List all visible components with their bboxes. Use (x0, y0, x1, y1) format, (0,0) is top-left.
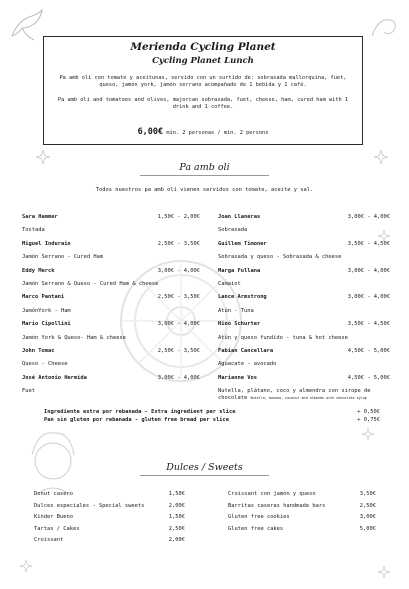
menu-item-name: José Antonio Hermida (22, 374, 87, 381)
menu-item-description-en: Nutella, banana, coconut and almonds with chocolate syrup (250, 396, 367, 401)
section-divider (140, 475, 269, 476)
menu-item-description: Aguacate - avocado (218, 361, 277, 368)
menu-item-description: Camaiot (218, 281, 241, 287)
menu-item-description: Atún y queso fundido - tuna & hot cheese (218, 334, 348, 341)
menu-item-price: 3,00€ - 4,00€ (347, 294, 390, 301)
bird-doodle-icon (8, 6, 48, 46)
menu-item-name: Guillem Timoner (218, 240, 267, 247)
menu-item-price: 4,50€ - 5,00€ (347, 348, 390, 354)
sweet-item-price: 1,50€ (168, 514, 185, 520)
pa-amb-oli-title: Pa amb oli (179, 162, 230, 173)
sweet-item-name: Croissant (34, 537, 64, 543)
pa-amb-oli-intro: Todos nuestros pa amb oli vienen servidos con tomate, aceite y sal. (95, 187, 314, 193)
dulces-title: Dulces / Sweets (166, 462, 243, 473)
menu-item-name: Sara Hammer (22, 214, 58, 220)
menu-item-name: Miguel Indurain (22, 240, 71, 247)
menu-item-price: 3,00€ - 4,00€ (157, 267, 200, 274)
menu-item-price: 3,50€ - 4,50€ (347, 240, 390, 247)
extra-charge-price: + 0,50€ (357, 409, 380, 415)
menu-item-description: Jamón York & Queso- Ham & cheese (22, 334, 126, 341)
sweet-item-name: Croissant con jamón y queso (228, 491, 316, 497)
section-divider (140, 175, 269, 176)
menu-item-name: John Tomac (22, 348, 55, 354)
menu-item-description-cont: chocolate Nutella, banana, coconut and almonds with chocolate syrup (218, 395, 367, 402)
star-doodle-icon (362, 428, 374, 440)
menu-item-price: 2,50€ - 3,50€ (157, 348, 200, 354)
menu-item-price: 2,50€ - 3,50€ (157, 240, 200, 247)
sweet-item-name: Tartas / Cakes (34, 525, 80, 532)
menu-item-price: 3,00€ - 4,00€ (347, 214, 390, 220)
menu-item-description: Queso - Cheese (22, 361, 68, 368)
sweet-item-price: 2,00€ (168, 502, 185, 509)
menu-item-description: Nutella, plátano, coco y almendra con sirope de (218, 388, 371, 395)
offer-price-line (44, 127, 362, 137)
offer-desc-es-1: Pa amb oli con tomate y aceitunas, servido con un surtido de: sobrasada mallorquina, fuet, (59, 75, 347, 81)
menu-item-price: 3,00€ - 4,00€ (157, 374, 200, 381)
extra-charge-price: + 0,75€ (357, 416, 380, 423)
menu-item-name: Joan Llaneras (218, 214, 261, 220)
menu-item-price: 4,50€ - 5,00€ (347, 374, 390, 381)
menu-item-price: 1,50€ - 2,00€ (157, 214, 200, 220)
menu-item-name: Nino Schurter (218, 321, 261, 328)
extra-charge-text: Ingrediente extra por rebanada - Extra ingredient per slice (44, 409, 236, 415)
menu-item-description: Sobrasada y queso - Sobrasada & cheese (218, 254, 342, 261)
sweet-item-price: 1,50€ (168, 491, 185, 497)
offer-desc-es-2: queso, jamón york, jamón serrano acompañado de 1 bebida y 1 café. (99, 82, 307, 88)
menu-item-name: Marga Fullana (218, 267, 261, 274)
offer-price-note: mín. 2 personas / min. 2 persons (166, 130, 269, 136)
star-doodle-icon (378, 566, 390, 578)
sweet-item-name: Gluten free cookies (228, 514, 290, 520)
menu-item-name: Mario Cipollini (22, 321, 71, 328)
menu-item-price: 2,50€ - 3,50€ (157, 294, 200, 301)
swirl-doodle-icon (368, 8, 402, 42)
menu-item-description: Sobrasada (218, 227, 248, 234)
menu-item-description: Atún - Tuna (218, 307, 254, 314)
offer-desc-en-2: drink and 1 coffee. (172, 104, 234, 110)
menu-item-description: Fuet (22, 388, 35, 395)
extra-charge-text: Pan sin gluten por rebanada - gluten free bread per slice (44, 416, 229, 423)
menu-item-description: Jamón Serrano - Cured Ham (22, 254, 104, 261)
menu-item-price: 3,00€ - 4,00€ (347, 267, 390, 274)
sweet-item-price: 2,00€ (168, 537, 185, 543)
sweet-item-price: 2,50€ (168, 525, 185, 532)
offer-title: Merienda Cycling Planet (130, 41, 276, 53)
menu-item-price: 3,00€ - 4,00€ (157, 321, 200, 328)
menu-item-name: Fabian Cancellara (218, 348, 274, 354)
menu-item-name: Lance Armstrong (218, 294, 267, 301)
sweet-item-name: Barritas caseras handmade bars (228, 502, 326, 509)
offer-subtitle: Cycling Planet Lunch (152, 56, 254, 66)
offer-price: 6,00€ (137, 127, 164, 137)
sweet-item-price: 5,00€ (359, 525, 376, 532)
menu-item-name: Marco Pantani (22, 294, 65, 301)
sweet-item-name: Dulces especiales - Special sweets (34, 502, 145, 509)
menu-item-description: Tostada (22, 227, 45, 234)
sweet-item-price: 3,00€ (359, 514, 376, 520)
sweet-item-price: 2,50€ (359, 502, 376, 509)
sweet-item-name: Donut casero (34, 491, 73, 497)
sweet-item-name: Kinder Bueno (34, 514, 73, 520)
menu-item-price: 3,50€ - 4,50€ (347, 321, 390, 328)
menu-item-name: Marianne Vos (218, 374, 257, 381)
star-doodle-icon (20, 560, 32, 572)
offer-desc-en-1: Pa amb oli and tomatoes and olives, majorcan sobrasada, fuet, cheese, ham, cured ham with 1 (57, 97, 349, 103)
merienda-offer-box (43, 36, 363, 145)
menu-item-name: Eddy Merck (22, 267, 55, 274)
sweet-item-price: 3,50€ (359, 491, 376, 497)
menu-item-description: Jamón Serrano & Queso - Cured Ham & cheese (22, 281, 159, 287)
sweet-item-name: Gluten free cakes (228, 525, 284, 532)
menu-item-description: JamónYork - Ham (22, 307, 71, 314)
